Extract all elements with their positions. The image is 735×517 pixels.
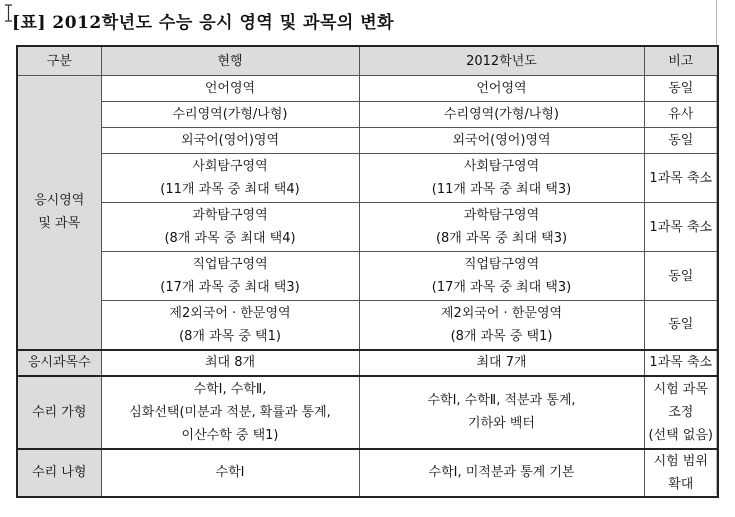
- cell-text: 이산수학 중 택1): [181, 427, 279, 443]
- cell-text: 조정: [668, 404, 694, 420]
- cell-text: 외국어(영어)영역: [452, 133, 551, 148]
- cell-text: 수학Ⅰ, 수학Ⅱ,: [193, 381, 267, 397]
- cell-text: (8개 과목 중 최대 택4): [164, 231, 296, 246]
- section-label-line: 응시영역: [34, 193, 85, 209]
- note-cell: [644, 128, 718, 154]
- new-cell: [359, 154, 644, 203]
- current-cell: [101, 376, 359, 449]
- section-label-line: 및 과목: [38, 216, 81, 232]
- table-row: [17, 252, 718, 301]
- cell-text: 시험 범위: [653, 453, 708, 469]
- cell-text: (8개 과목 중 최대 택3): [435, 231, 568, 246]
- cell-text: 수학Ⅰ, 수학Ⅱ, 적분과 통계,: [427, 393, 576, 408]
- header-2012: 2012학년도: [359, 46, 644, 76]
- cell-text: (11개 과목 중 최대 택3): [431, 182, 572, 197]
- cell-text: 과학탐구영역: [463, 208, 540, 223]
- cell-text: (선택 없음): [648, 427, 713, 443]
- table-row: [17, 128, 718, 154]
- cell-text: 직업탐구영역: [192, 257, 268, 272]
- header-category: 구분: [17, 46, 101, 76]
- current-cell: 수학Ⅰ: [101, 449, 359, 497]
- cell-text: 시험 과목: [653, 381, 708, 397]
- cell-text: 동일: [668, 81, 694, 96]
- math-na-row: [17, 449, 718, 497]
- note-cell: [644, 102, 718, 128]
- new-cell: [359, 76, 644, 102]
- cell-text: 심화선택(미분과 적분, 확률과 통계,: [129, 404, 331, 420]
- current-cell: [101, 203, 359, 252]
- cell-text: (8개 과목 중 택1): [450, 328, 553, 344]
- note-cell: 1과목 축소: [644, 350, 718, 376]
- cell-text: 사회탐구영역: [192, 159, 268, 174]
- new-cell: [359, 203, 644, 252]
- note-cell: [644, 449, 718, 497]
- new-cell: 최대 7개: [359, 350, 644, 376]
- cell-text: 1과목 축소: [649, 170, 713, 186]
- cell-text: 동일: [668, 133, 694, 148]
- current-cell: [101, 76, 359, 102]
- cell-text: (8개 과목 중 택1): [179, 328, 281, 344]
- current-cell: [101, 301, 359, 350]
- math-ga-row: [17, 376, 718, 449]
- current-cell: [101, 128, 359, 154]
- current-cell: [101, 102, 359, 128]
- cell-text: 동일: [668, 317, 694, 333]
- section-label-cell: [17, 76, 101, 350]
- count-label-cell: 응시과목수: [17, 350, 101, 376]
- cell-text: 제2외국어 · 한문영역: [169, 305, 291, 321]
- cell-text: 언어영역: [476, 81, 527, 96]
- new-cell: [359, 376, 644, 449]
- comparison-table: [16, 45, 719, 498]
- math-na-label-cell: 수리 나형: [17, 449, 101, 497]
- new-cell: [359, 252, 644, 301]
- cell-text: 확대: [668, 476, 694, 492]
- cell-text: 기하와 벡터: [468, 416, 535, 431]
- cell-text: 1과목 축소: [649, 219, 713, 235]
- note-cell: [644, 76, 718, 102]
- note-cell: [644, 252, 718, 301]
- note-cell: [644, 154, 718, 203]
- cell-text: (11개 과목 중 최대 택4): [160, 182, 300, 197]
- header-current: 현행: [101, 46, 359, 76]
- table-row: [17, 301, 718, 350]
- cell-text: 직업탐구영역: [463, 257, 540, 272]
- cell-text: 유사: [668, 107, 694, 122]
- cell-text: 언어영역: [204, 81, 256, 96]
- current-cell: [101, 252, 359, 301]
- table-row: [17, 203, 718, 252]
- note-cell: [644, 203, 718, 252]
- new-cell: [359, 128, 644, 154]
- current-cell: [101, 154, 359, 203]
- cell-text: 제2외국어 · 한문영역: [440, 305, 563, 321]
- note-cell: [644, 376, 718, 449]
- page-title: [표] 2012학년도 수능 응시 영역 및 과목의 변화: [12, 13, 395, 33]
- cell-text: 수리영역(가형/나형): [444, 107, 559, 122]
- cell-text: (17개 과목 중 최대 택3): [431, 280, 572, 295]
- cell-text: 수리영역(가형/나형): [172, 107, 288, 122]
- table-row: [17, 154, 718, 203]
- cell-text: (17개 과목 중 최대 택3): [160, 280, 300, 295]
- new-cell: 수학Ⅰ, 미적분과 통계 기본: [359, 449, 644, 497]
- cell-text: 과학탐구영역: [192, 208, 268, 223]
- cell-text: 사회탐구영역: [463, 159, 540, 174]
- count-row: [17, 350, 718, 376]
- cell-text: 외국어(영어)영역: [180, 133, 280, 148]
- new-cell: [359, 301, 644, 350]
- header-note: 비고: [644, 46, 718, 76]
- new-cell: [359, 102, 644, 128]
- current-cell: 최대 8개: [101, 350, 359, 376]
- header-row: [17, 46, 718, 76]
- note-cell: [644, 301, 718, 350]
- cell-text: 동일: [668, 268, 694, 284]
- table-row: [17, 102, 718, 128]
- table-row: [17, 76, 718, 102]
- math-ga-label-cell: 수리 가형: [17, 376, 101, 449]
